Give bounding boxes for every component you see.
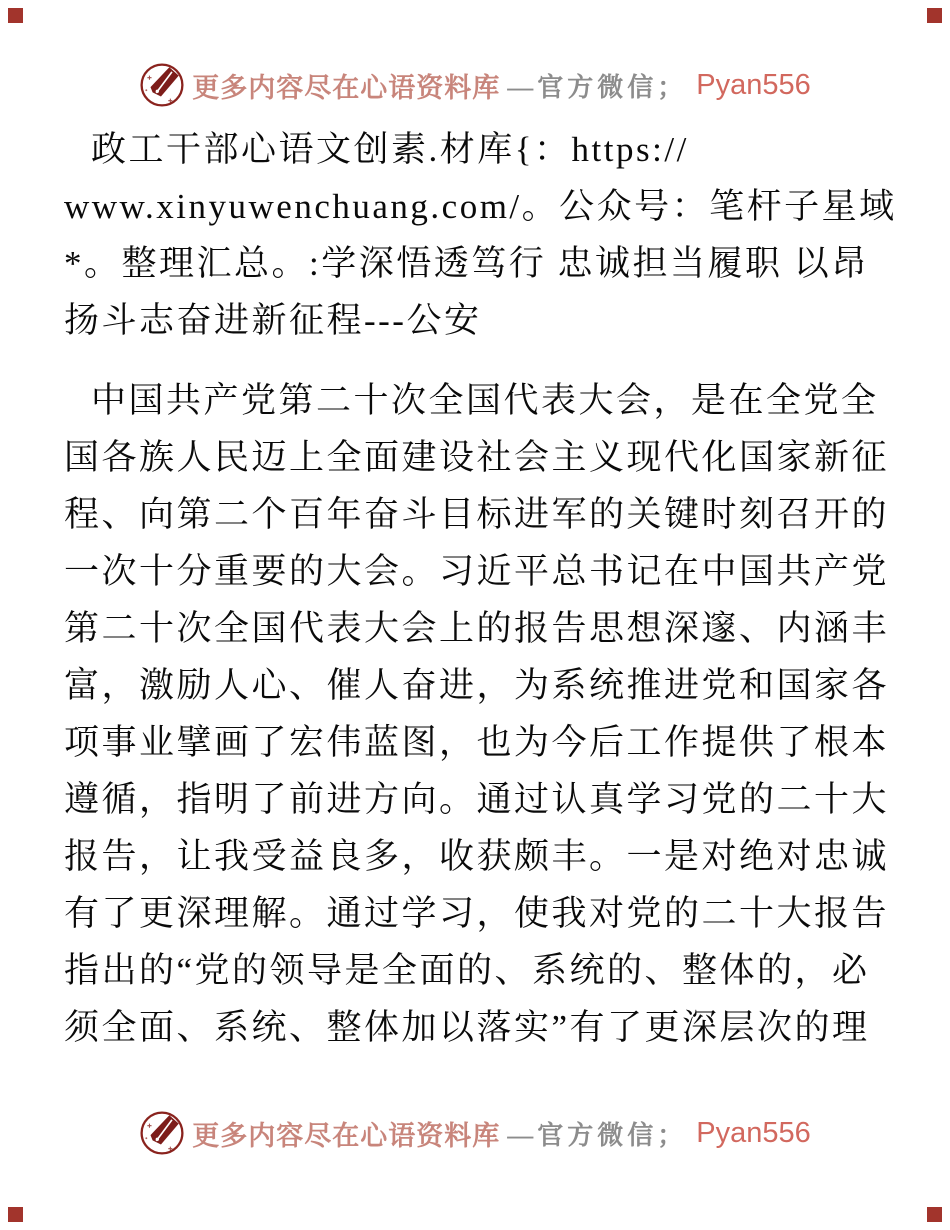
title-line: www.xinyuwenchuang.com/。公众号：笔杆子星域	[64, 187, 897, 226]
body-line: 国各族人民迈上全面建设社会主义现代化国家新征	[64, 438, 890, 477]
pen-nib-circle-icon	[139, 62, 185, 108]
header-wechat-label: —官方微信；	[507, 72, 688, 102]
body-line: 富，激励人心、催人奋进，为系统推进党和国家各	[64, 666, 890, 705]
corner-marker-bottom-right	[927, 1207, 942, 1222]
body-line: 报告，让我受益良多，收获颇丰。一是对绝对忠诚	[64, 837, 890, 876]
body-line: 程、向第二个百年奋斗目标进军的关键时刻召开的	[64, 495, 890, 534]
corner-marker-top-right	[927, 8, 942, 23]
body-paragraph	[64, 372, 892, 1056]
body-line: 一次十分重要的大会。习近平总书记在中国共产党	[64, 552, 890, 591]
header-brand-text: 更多内容尽在心语资料库	[192, 72, 501, 103]
body-line: 须全面、系统、整体加以落实”有了更深层次的理	[64, 1008, 870, 1047]
corner-marker-bottom-left	[8, 1207, 23, 1222]
footer-wechat-id: Pyan556	[696, 1116, 811, 1149]
body-line: 遵循，指明了前进方向。通过认真学习党的二十大	[64, 780, 890, 819]
body-line: 指出的“党的领导是全面的、系统的、整体的，必	[64, 951, 870, 990]
footer-wechat-label: —官方微信；	[507, 1120, 688, 1150]
header-watermark	[0, 62, 950, 108]
header-wechat-id: Pyan556	[696, 68, 811, 101]
title-paragraph	[64, 121, 897, 349]
body-line: 第二十次全国代表大会上的报告思想深邃、内涵丰	[64, 609, 890, 648]
body-line: 中国共产党第二十次全国代表大会，是在全党全	[91, 381, 879, 420]
body-line: 项事业擘画了宏伟蓝图，也为今后工作提供了根本	[64, 723, 890, 762]
body-line: 有了更深理解。通过学习，使我对党的二十大报告	[64, 894, 890, 933]
corner-marker-top-left	[8, 8, 23, 23]
title-line: 扬斗志奋进新征程---公安	[64, 301, 482, 340]
footer-watermark	[0, 1110, 950, 1156]
pen-nib-circle-icon	[139, 1110, 185, 1156]
title-line: 政工干部心语文创素.材库{：https://	[91, 130, 689, 169]
title-line: *。整理汇总。:学深悟透笃行 忠诚担当履职 以昂	[64, 244, 869, 283]
footer-brand-text: 更多内容尽在心语资料库	[192, 1120, 501, 1151]
